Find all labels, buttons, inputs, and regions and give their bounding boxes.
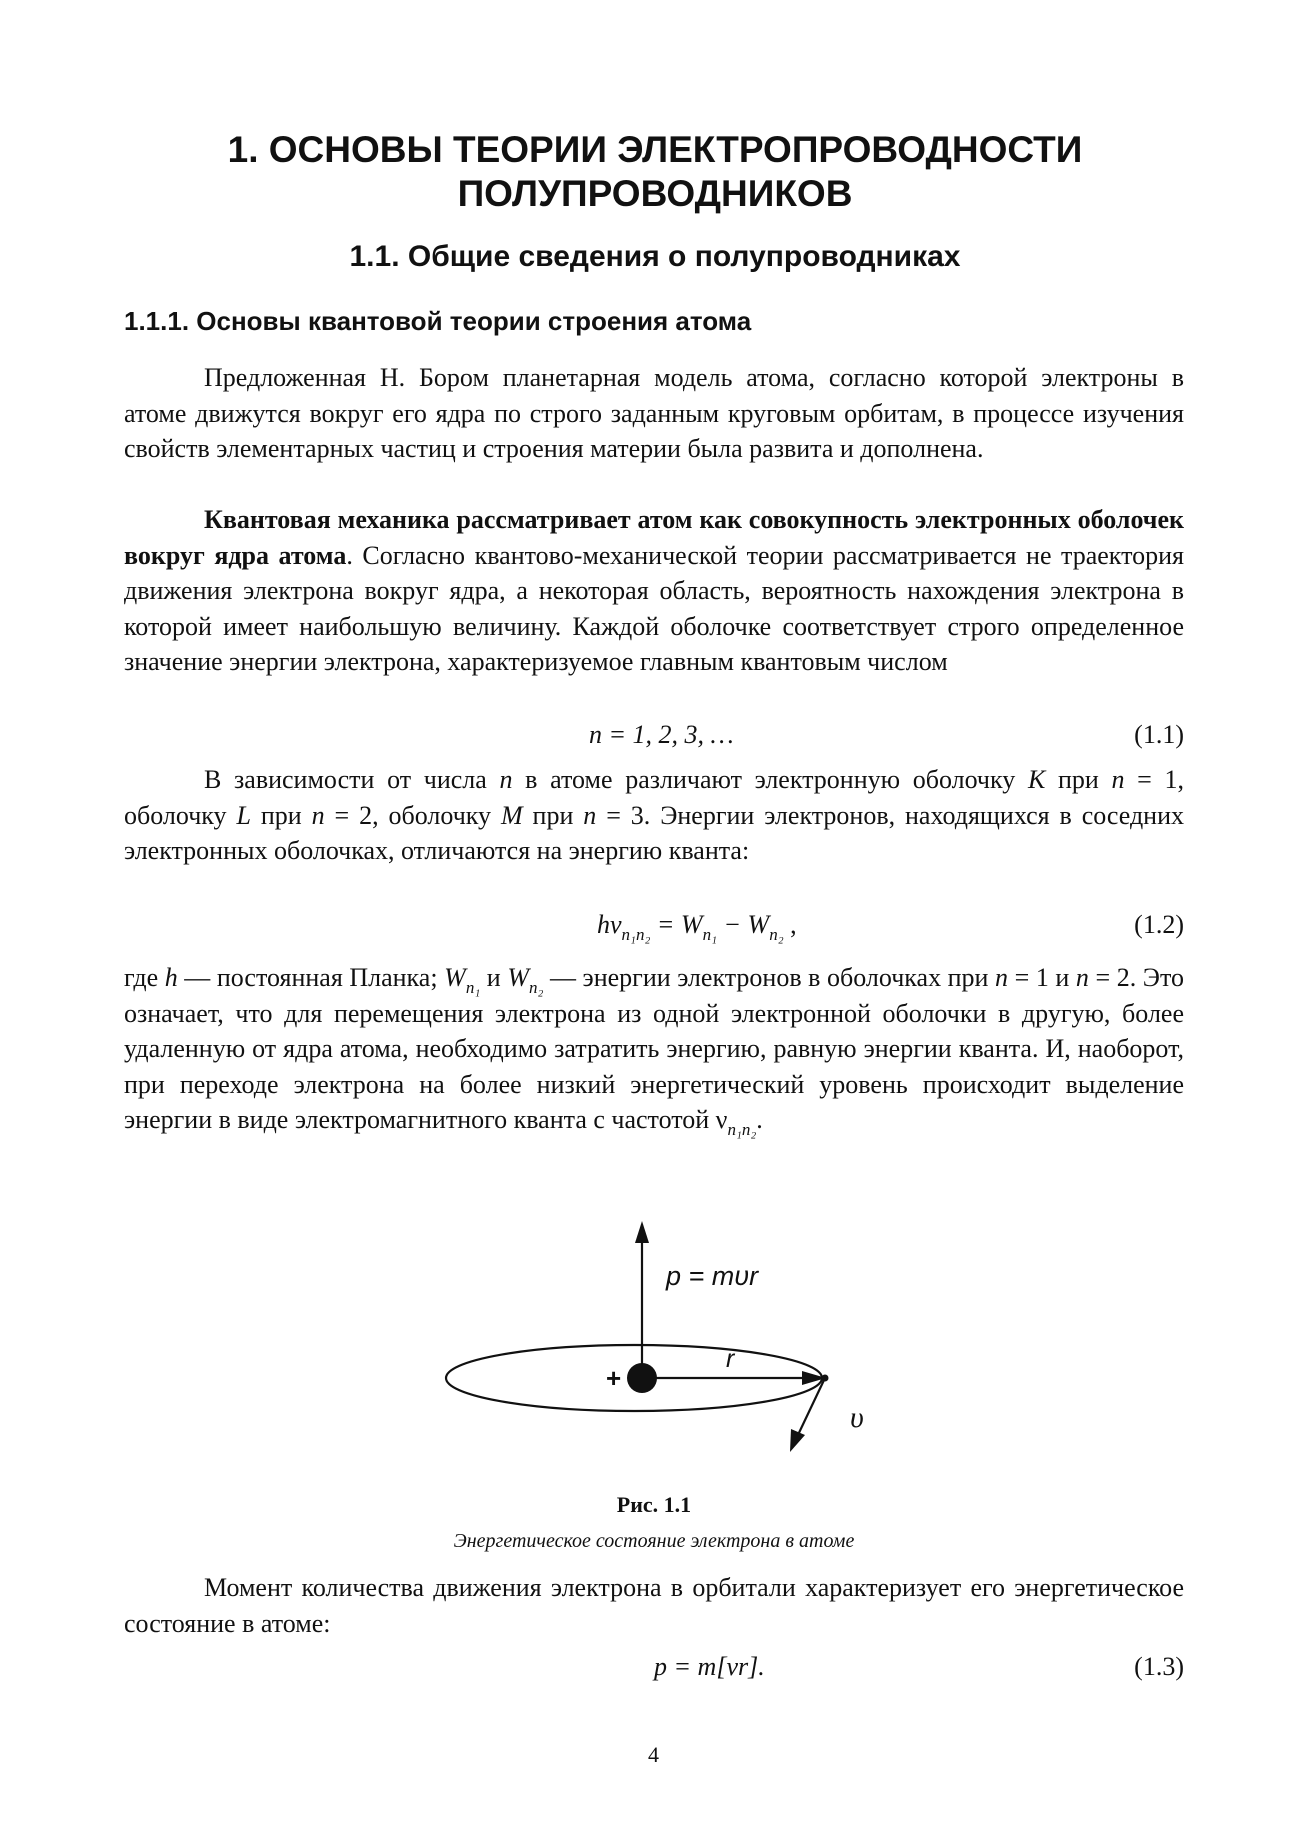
- equation-1-2-number: (1.2): [1134, 910, 1184, 939]
- figure-caption-title: Рис. 1.1: [616, 1492, 692, 1517]
- label-momentum: p = mυr: [666, 1261, 759, 1291]
- paragraph-3: В зависимости от числа n в атоме различают электронную оболочку K при n = 1, оболочку L при n = 2, оболочку M при n = 3. Энергии электронов, находящихся в соседних электронных оболочках, отличаются на энергию кванта:: [124, 765, 1185, 865]
- equation-1-2-formula: $h\nu_{n_1n_2} = W_{n_1} - W_{n_2}$ ,: [597, 910, 797, 944]
- paragraph-2-rest: . Согласно квантово-механической теории рассматривается не траектория движения электрона вокруг ядра, а некоторая область, вероятность нахождения электрона в которой имеет наибольшую величину. Каждой оболочке соответствует строго определенное значение энергии электрона, характеризуемое главным квантовым числом: [124, 540, 1184, 676]
- chapter-title-line2: ПОЛУПРОВОДНИКОВ: [457, 173, 853, 214]
- nucleus: [627, 1363, 657, 1393]
- velocity-line: [797, 1378, 825, 1437]
- chapter-title: [120, 128, 1190, 216]
- subsection-title: 1.1.1. Основы квантовой теории строения атома: [124, 306, 752, 336]
- chapter-title-line1: 1. ОСНОВЫ ТЕОРИИ ЭЛЕКТРОПРОВОДНОСТИ: [227, 129, 1083, 170]
- paragraph-2-bold: Квантовая механика рассматривает атом как совокупность электронных оболочек вокруг ядра атома: [124, 505, 1184, 570]
- equation-1-1: [124, 720, 1184, 756]
- section-title: 1.1. Общие сведения о полупроводниках: [349, 240, 961, 273]
- paragraph-1: Предложенная Н. Бором планетарная модель атома, согласно которой электроны в атоме движутся вокруг его ядра по строго заданным круговым орбитам, в процессе изучения свойств элементарных частиц и строения материи была развита и дополнена.: [124, 363, 1184, 463]
- figure-atom-diagram: [400, 1215, 920, 1465]
- equation-1-3-formula: p = m[vr].: [654, 1652, 765, 1681]
- label-velocity: υ: [850, 1401, 864, 1434]
- figure-caption-subtitle: Энергетическое состояние электрона в атоме: [453, 1530, 855, 1552]
- equation-1-1-number: (1.1): [1134, 720, 1184, 749]
- paragraph-2: [124, 502, 1184, 680]
- equation-1-3-number: (1.3): [1134, 1652, 1184, 1681]
- equation-1-3: [124, 1652, 1184, 1688]
- page-number: 4: [648, 1742, 659, 1767]
- paragraph-5: Момент количества движения электрона в орбитали характеризует его энергетическое состояние в атоме:: [124, 1573, 1184, 1638]
- paragraph-4: где h — постоянная Планка; $W_{n_1}$ и $W_{n_2}$ — энергии электронов в оболочках при n = 1 и n = 2. Это означает, что для перемещения электрона из одной электронной оболочки в другую, более удаленную от ядра атома, необходимо затратить энергию, равную энергии кванта. И, наоборот, при переходе электрона на более низкий энергетический уровень происходит выделение энергии в виде электромагнитного кванта с частотой $\nu_{n_1n_2}$.: [124, 963, 1184, 1139]
- label-radius: r: [726, 1345, 735, 1373]
- velocity-arrowhead: [790, 1429, 805, 1452]
- equation-1-2: [124, 910, 1184, 946]
- label-plus: +: [606, 1363, 622, 1393]
- equation-1-1-formula: n = 1, 2, 3, …: [589, 720, 734, 749]
- momentum-arrowhead: [635, 1221, 649, 1243]
